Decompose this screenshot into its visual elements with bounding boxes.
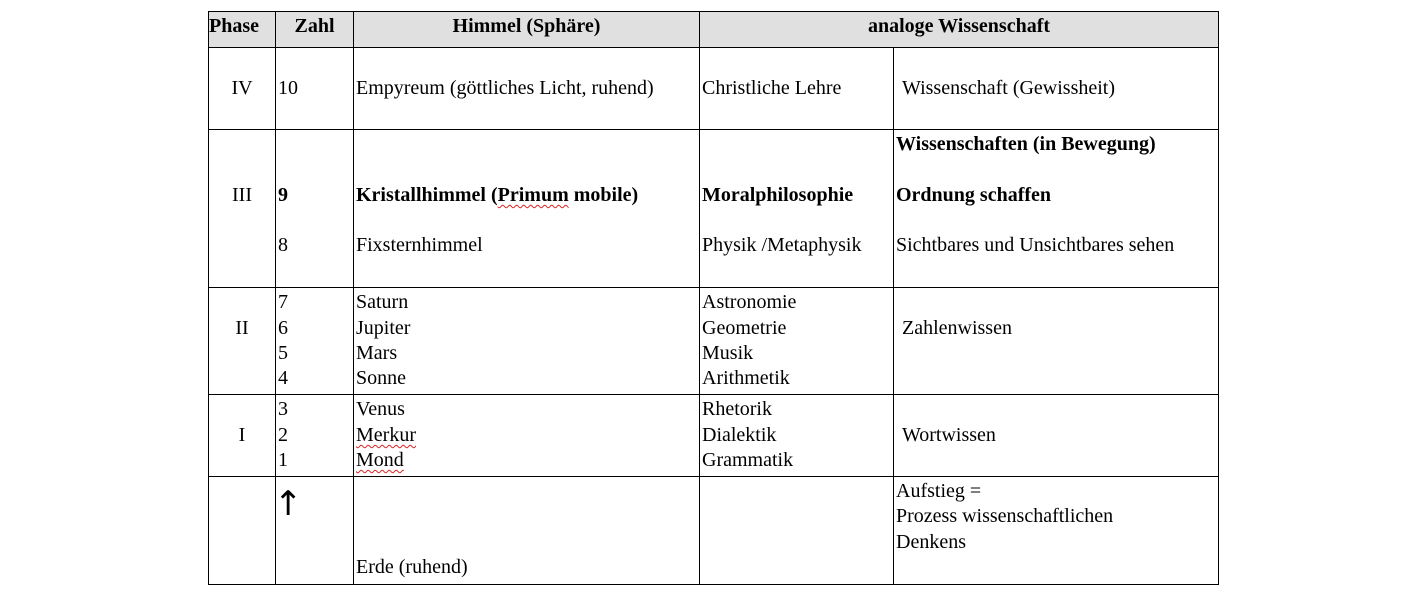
row-divider	[209, 47, 1218, 48]
wissenschaft-name: Astronomie	[702, 291, 797, 313]
zahl-value: 7	[278, 291, 288, 313]
wissenschaft-note: Sichtbares und Unsichtbares sehen	[896, 234, 1175, 256]
himmel-name: Venus	[356, 398, 405, 420]
wissenschaft-note-line: Prozess wissenschaftlichen	[896, 505, 1114, 527]
header-wissenschaft: analoge Wissenschaft	[867, 15, 1051, 37]
zahl-value: 9	[278, 184, 288, 206]
himmel-name: Erde (ruhend)	[356, 556, 468, 578]
zahl-value: 4	[278, 367, 288, 389]
wissenschaft-note: Wissenschaft (Gewissheit)	[902, 77, 1116, 99]
himmel-name	[356, 183, 638, 208]
wissenschaft-note: Wortwissen	[902, 424, 996, 446]
phase-label: II	[235, 317, 249, 339]
himmel-name: Sonne	[356, 367, 406, 389]
column-divider	[353, 12, 354, 584]
row-divider	[209, 129, 1218, 130]
header-phase: Phase	[209, 15, 259, 37]
wissenschaft-name: Grammatik	[702, 449, 794, 471]
spellcheck-flagged-word: Primum	[497, 184, 569, 206]
wissenschaft-name: Musik	[702, 342, 754, 364]
header-zahl: Zahl	[294, 15, 335, 37]
himmel-name: Merkur	[356, 424, 416, 446]
row-divider	[209, 476, 1218, 477]
zahl-value: 6	[278, 317, 288, 339]
zahl-value: 3	[278, 398, 288, 420]
row-divider	[209, 287, 1218, 288]
wissenschaft-name: Christliche Lehre	[702, 77, 842, 99]
phase-label: I	[238, 424, 246, 446]
wissenschaft-note: Ordnung schaffen	[896, 184, 1052, 206]
zahl-value: 1	[278, 449, 288, 471]
wissenschaft-name: Geometrie	[702, 317, 787, 339]
zahl-value: 10	[278, 77, 298, 99]
zahl-value: 5	[278, 342, 288, 364]
himmel-name: Fixsternhimmel	[356, 234, 483, 256]
wissenschaft-note: Zahlenwissen	[902, 317, 1012, 339]
himmel-name: Saturn	[356, 291, 409, 313]
wissenschaft-name: Arithmetik	[702, 367, 790, 389]
phase-label: III	[232, 184, 252, 206]
wissenschaft-note-line: Denkens	[896, 531, 966, 553]
zahl-value: 2	[278, 424, 288, 446]
column-divider	[699, 12, 700, 584]
himmel-name-part: mobile)	[568, 184, 639, 206]
row-divider	[209, 394, 1218, 395]
wissenschaft-name: Dialektik	[702, 424, 777, 446]
wissenschaft-name: Rhetorik	[702, 398, 772, 420]
wissenschaft-note-line: Aufstieg =	[896, 480, 982, 502]
zahl-value: 8	[278, 234, 288, 256]
wissenschaft-name: Moralphilosophie	[702, 184, 854, 206]
header-himmel: Himmel (Sphäre)	[452, 15, 601, 37]
himmel-name-part: Kristallhimmel (	[356, 184, 498, 206]
wissenschaft-note-heading: Wissenschaften (in Bewegung)	[896, 133, 1156, 155]
arrow-up-icon: ↑	[274, 484, 303, 524]
wissenschaft-name: Physik /Metaphysik	[702, 234, 862, 256]
himmel-name: Mond	[356, 449, 404, 471]
himmel-name: Empyreum (göttliches Licht, ruhend)	[356, 77, 654, 99]
himmel-name: Jupiter	[356, 317, 411, 339]
phase-label: IV	[231, 77, 253, 99]
himmel-name: Mars	[356, 342, 398, 364]
